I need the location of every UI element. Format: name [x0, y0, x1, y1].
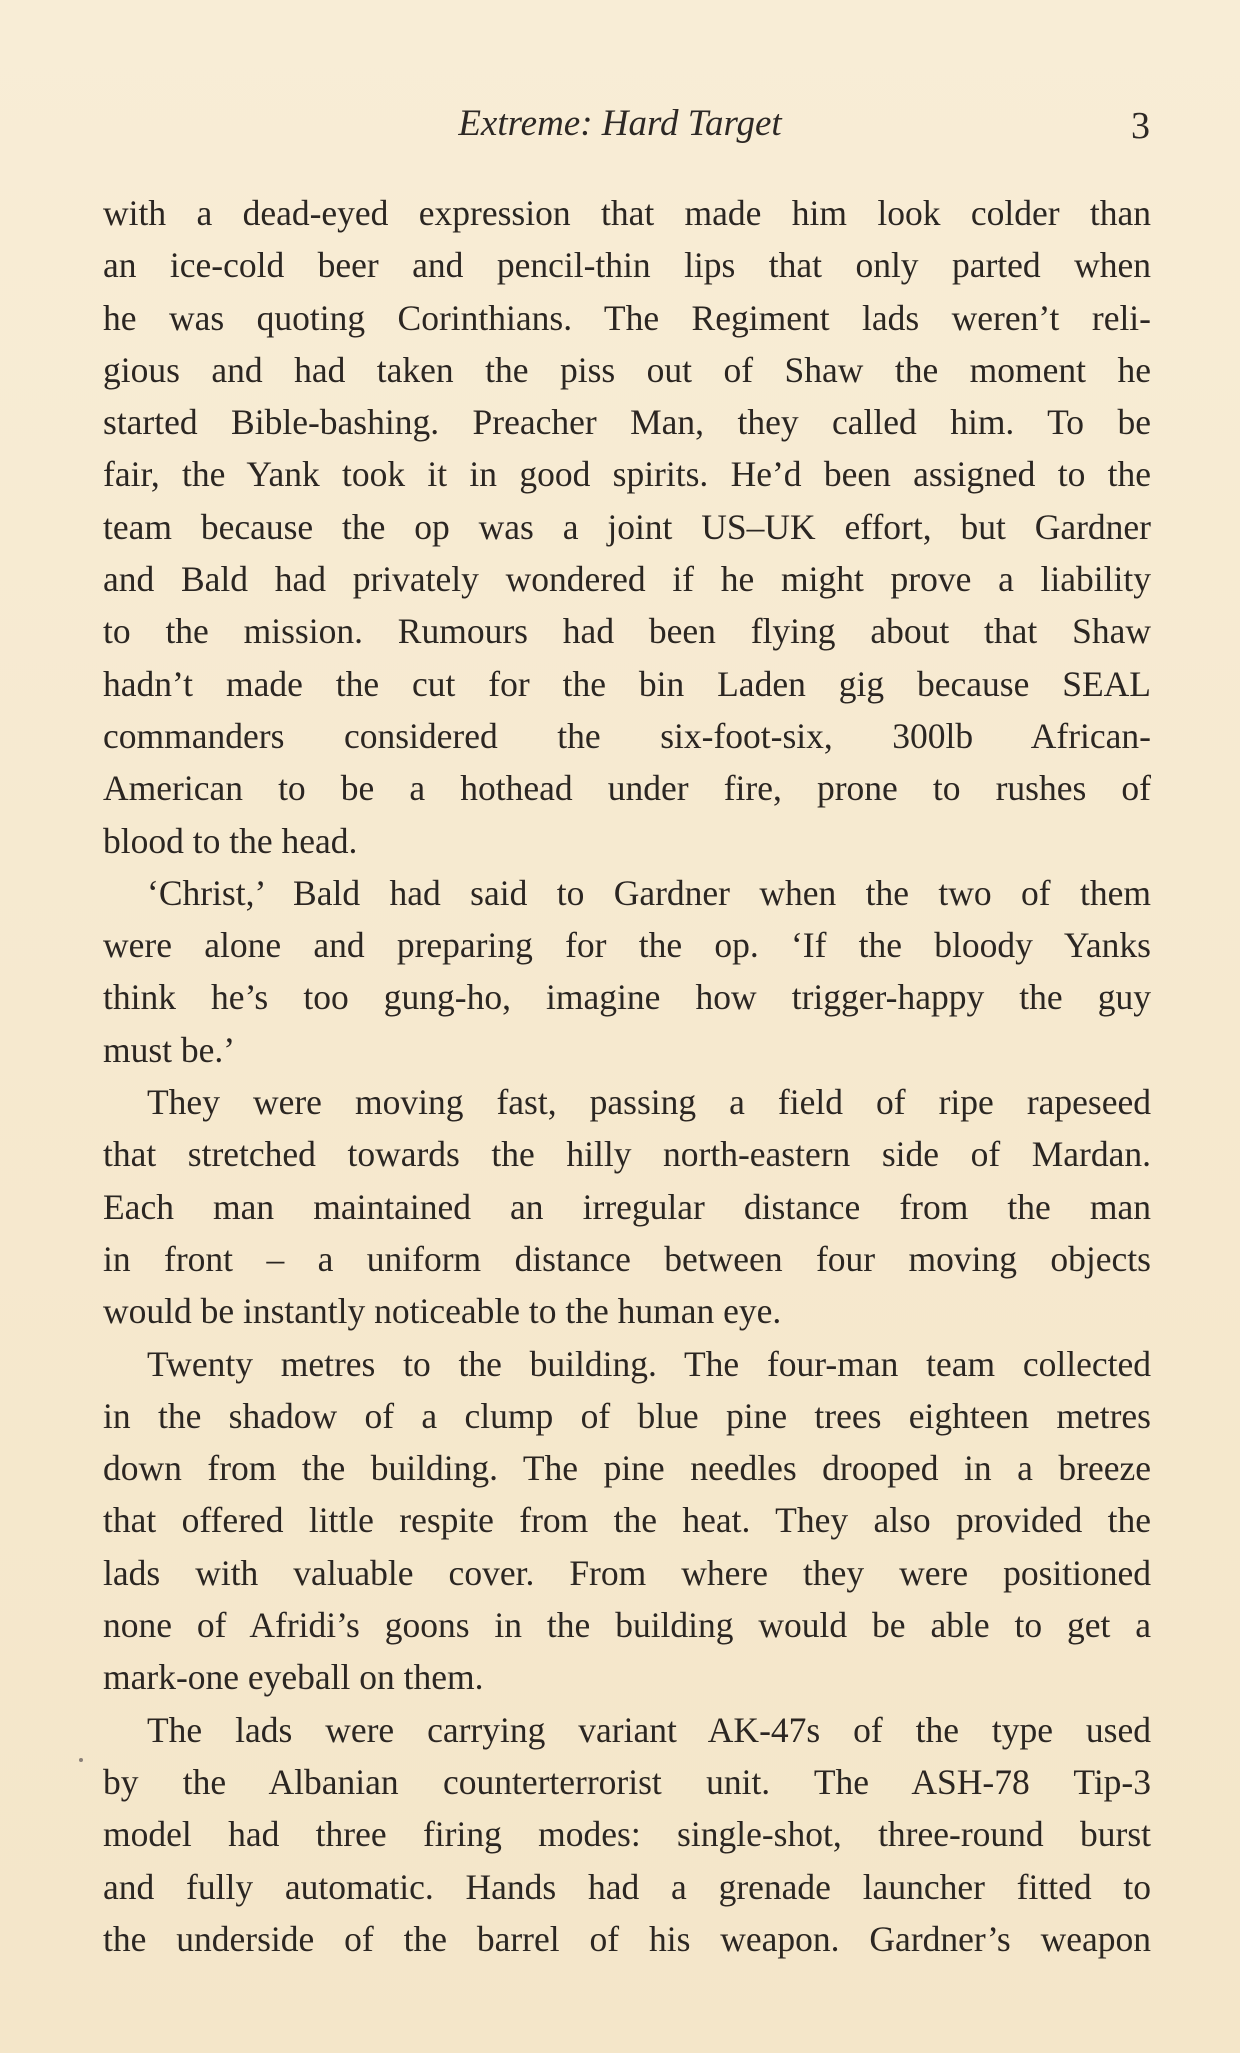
text-line: the underside of the barrel of his weapon. Gardner’s weapon [103, 1918, 1151, 1959]
text-line: by the Albanian counterterrorist unit. The ASH-78 Tip-3 [103, 1761, 1151, 1802]
text-line: that stretched towards the hilly north-eastern side of Mardan. [103, 1134, 1151, 1175]
text-line: would be instantly noticeable to the human eye. [103, 1291, 782, 1332]
text-line: commanders considered the six-foot-six, 300lb African- [103, 715, 1151, 756]
text-line: and Bald had privately wondered if he might prove a liability [103, 559, 1151, 600]
text-line: hadn’t made the cut for the bin Laden gig because SEAL [103, 663, 1151, 704]
text-line: and fully automatic. Hands had a grenade launcher fitted to [103, 1866, 1151, 1907]
text-line: model had three firing modes: single-shot, three-round burst [103, 1814, 1151, 1855]
text-line: gious and had taken the piss out of Shaw the moment he [103, 349, 1151, 390]
text-line: started Bible-bashing. Preacher Man, they called him. To be [103, 402, 1151, 443]
text-line: Twenty metres to the building. The four-man team collected [147, 1343, 1151, 1384]
text-line: an ice-cold beer and pencil-thin lips that only parted when [103, 245, 1151, 286]
text-line: They were moving fast, passing a field of ripe rapeseed [147, 1082, 1151, 1123]
text-line: with a dead-eyed expression that made him look colder than [103, 193, 1151, 233]
text-line: he was quoting Corinthians. The Regiment lads weren’t reli- [103, 297, 1151, 338]
text-line: team because the op was a joint US–UK effort, but Gardner [103, 506, 1151, 547]
text-line: in front – a uniform distance between four moving objects [103, 1238, 1151, 1279]
text-line: lads with valuable cover. From where they were positioned [103, 1552, 1151, 1593]
text-line: blood to the head. [103, 820, 358, 861]
text-line: in the shadow of a clump of blue pine trees eighteen metres [103, 1395, 1151, 1436]
text-line: none of Afridi’s goons in the building would be able to get a [103, 1605, 1151, 1646]
running-head [0, 96, 1240, 156]
text-line: must be.’ [103, 1029, 236, 1070]
running-title: Extreme: Hard Target [458, 103, 782, 144]
text-line: that offered little respite from the heat. They also provided the [103, 1500, 1151, 1541]
text-line: were alone and preparing for the op. ‘If the bloody Yanks [103, 925, 1151, 966]
page-number: 3 [1131, 105, 1150, 147]
text-line: to the mission. Rumours had been flying about that Shaw [103, 611, 1151, 652]
body-text [103, 187, 1151, 1965]
text-line: think he’s too gung-ho, imagine how trigger-happy the guy [103, 977, 1151, 1018]
text-line: mark-one eyeball on them. [103, 1657, 484, 1698]
text-line: down from the building. The pine needles drooped in a breeze [103, 1448, 1151, 1489]
text-line: The lads were carrying variant AK-47s of the type used [147, 1709, 1151, 1750]
text-line: Each man maintained an irregular distance from the man [103, 1186, 1151, 1227]
text-line: American to be a hothead under fire, prone to rushes of [103, 768, 1151, 809]
paper-speck [79, 1758, 83, 1762]
text-line: ‘Christ,’ Bald had said to Gardner when the two of them [147, 872, 1151, 913]
text-line: fair, the Yank took it in good spirits. He’d been assigned to the [103, 454, 1151, 495]
